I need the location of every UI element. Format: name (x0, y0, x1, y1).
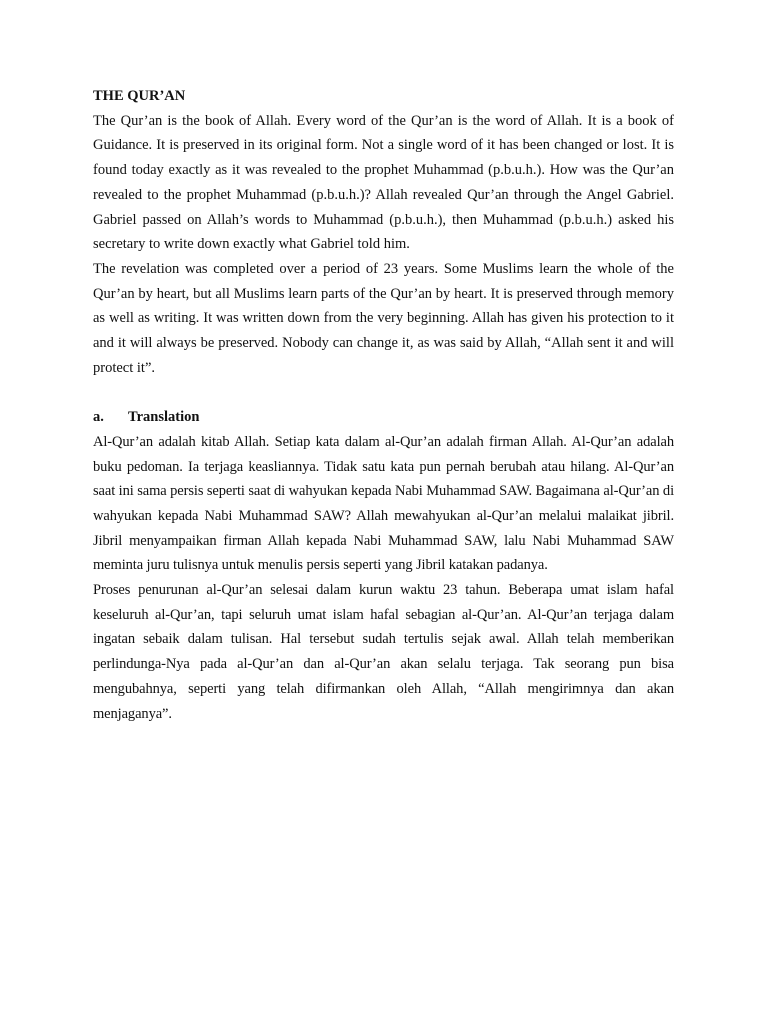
document-title: THE QUR’AN (93, 88, 186, 104)
section-number: a. (93, 409, 104, 426)
section-heading (93, 405, 674, 430)
translation-paragraph-1: Al-Qur’an adalah kitab Allah. Setiap kata dalam al-Qur’an adalah firman Allah. Al-Qur’an adalah buku pedoman. Ia terjaga keasliannya. Tidak satu kata pun pernah berubah atau hilang. Al-Qur’an saat ini sama persis seperti saat di wahyukan kepada Nabi Muhammad SAW. Bagaimana al-Qur’an di wahyukan kepada Nabi Muhammad SAW? Allah mewahyukan al-Qur’an melalui malaikat jibril. Jibril menyampaikan firman Allah kepada Nabi Muhammad SAW, lalu Nabi Muhammad SAW meminta juru tulisnya untuk menulis persis seperti yang Jibril katakan padanya. (93, 433, 674, 574)
english-paragraph-1: The Qur’an is the book of Allah. Every word of the Qur’an is the word of Allah. It is a book of Guidance. It is preserved in its original form. Not a single word of it has been changed or lost. It is found today exactly as it was revealed to the prophet Muhammad (p.b.u.h.). How was the Qur’an revealed to the prophet Muhammad (p.b.u.h.)? Allah revealed Qur’an through the Angel Gabriel. Gabriel passed on Allah’s words to Muhammad (p.b.u.h.), then Muhammad (p.b.u.h.) asked his secretary to write down exactly what Gabriel told him. (93, 112, 674, 253)
english-paragraph-2: The revelation was completed over a period of 23 years. Some Muslims learn the whole of the Qur’an by heart, but all Muslims learn parts of the Qur’an by heart. It is preserved through memory as well as writing. It was written down from the very beginning. Allah has given his protection to it and it will always be preserved. Nobody can change it, as was said by Allah, “Allah sent it and will protect it”. (93, 260, 674, 376)
section-title: Translation (128, 409, 200, 426)
paragraph-spacer (93, 380, 674, 405)
translation-paragraph-2: Proses penurunan al-Qur’an selesai dalam kurun waktu 23 tahun. Beberapa umat islam hafal keseluruh al-Qur’an, tapi seluruh umat islam hafal sebagian al-Qur’an. Al-Qur’an terjaga dalam ingatan sebaik dalam tulisan. Hal tersebut sudah tertulis sejak awal. Allah telah memberikan perlindunga-Nya pada al-Qur’an dan al-Qur’an akan selalu terjaga. Tak seorang pun bisa mengubahnya, seperti yang telah difirmankan oleh Allah, “Allah mengirimnya dan akan menjaganya”. (93, 582, 674, 722)
